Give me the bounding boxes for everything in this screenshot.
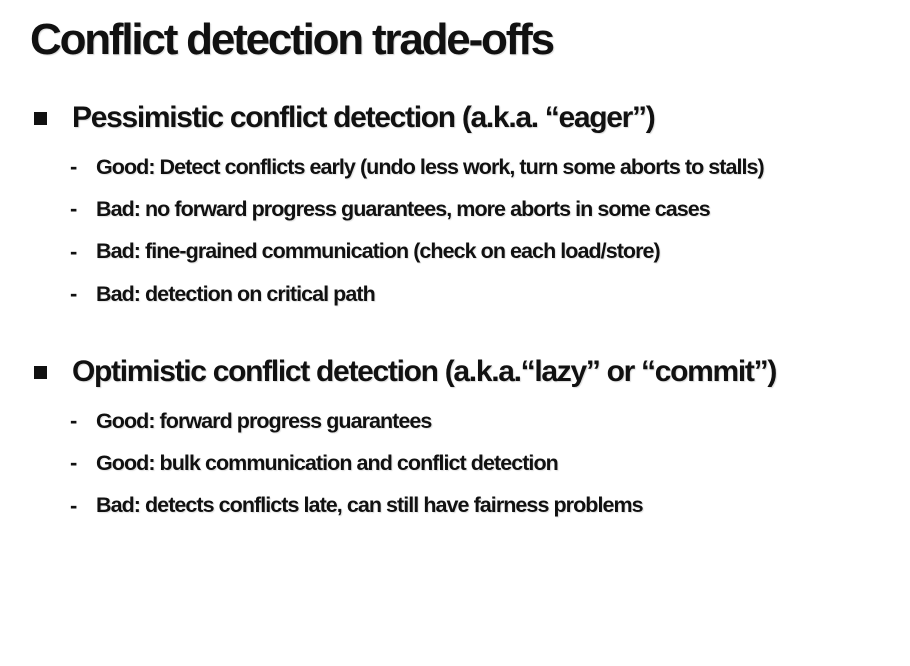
dash-bullet-icon: - [70,154,78,180]
dash-bullet-icon: - [70,238,78,264]
list-item [34,146,890,188]
dash-bullet-icon: - [70,408,78,434]
list-item-text: Bad: no forward progress guarantees, more aborts in some cases [96,196,710,221]
list-item [34,231,890,273]
list-item [34,485,890,527]
list-item-text: Good: Detect conflicts early (undo less work, turn some aborts to stalls) [96,154,764,179]
list-item [34,442,890,484]
list-item-text: Bad: detects conflicts late, can still have fairness problems [96,493,643,518]
section-heading-row [34,352,890,392]
section-heading-row [34,98,890,138]
list-item [34,400,890,442]
section-heading: Pessimistic conflict detection (a.k.a. “eager”) [72,101,655,134]
section-heading: Optimistic conflict detection (a.k.a.“lazy” or “commit”) [72,355,777,388]
sub-bullet-list [34,146,890,315]
section-optimistic [34,352,890,527]
sub-bullet-list [34,400,890,527]
list-item [34,273,890,315]
list-item-text: Bad: fine-grained communication (check on each load/store) [96,239,660,264]
square-bullet-icon [34,366,47,379]
section-pessimistic [34,98,890,315]
dash-bullet-icon: - [70,196,78,222]
dash-bullet-icon: - [70,492,78,518]
slide-title: Conflict detection trade-offs [30,15,553,64]
list-item [34,188,890,230]
list-item-text: Good: forward progress guarantees [96,408,432,433]
list-item-text: Bad: detection on critical path [96,281,375,306]
square-bullet-icon [34,112,47,125]
list-item-text: Good: bulk communication and conflict detection [96,450,558,475]
dash-bullet-icon: - [70,450,78,476]
dash-bullet-icon: - [70,281,78,307]
